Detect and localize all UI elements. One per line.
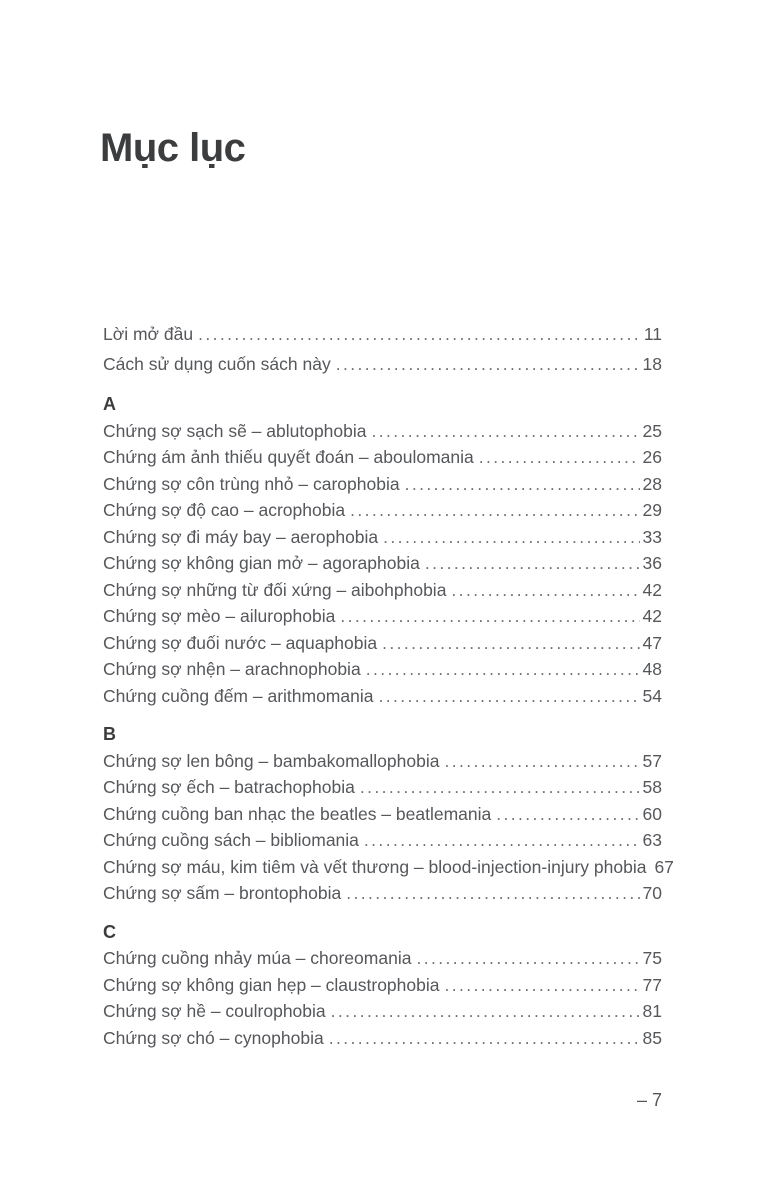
toc-entry-label: Chứng sợ sấm – brontophobia: [103, 883, 342, 903]
section-letter: B: [103, 724, 116, 744]
toc-entry-page: 54: [642, 685, 662, 706]
toc-entry: [103, 603, 662, 630]
toc-entry-page: 33: [642, 526, 662, 547]
dot-leader: [336, 350, 640, 380]
toc-entry-page: 81: [642, 1001, 662, 1021]
toc-entry-page: 67: [654, 856, 674, 877]
dot-leader: [444, 748, 639, 775]
toc-entry: [103, 471, 662, 498]
toc-entry-page: 70: [642, 883, 662, 903]
toc-entry: [103, 418, 662, 445]
dot-leader: [372, 418, 640, 445]
toc-entry-label: Chứng sợ nhện – arachnophobia: [103, 659, 361, 679]
dot-leader: [496, 801, 639, 828]
dot-leader: [340, 603, 639, 630]
toc-entry-label: Chứng sợ máu, kim tiêm và vết thương – blood-injection-injury phobia: [103, 856, 647, 877]
toc-entry: [103, 320, 662, 350]
toc-entry-page: 77: [642, 974, 662, 995]
toc-entry-label: Chứng cuồng ban nhạc the beatles – beatlemania: [103, 803, 492, 824]
toc-entry-label: Chứng sợ sạch sẽ – ablutophobia: [103, 420, 367, 441]
toc-entry: [103, 748, 662, 775]
dot-leader: [405, 471, 640, 498]
dot-leader: [416, 945, 639, 972]
toc-entry-label: Chứng sợ độ cao – acrophobia: [103, 500, 346, 520]
dot-leader: [451, 577, 639, 604]
toc-entry-label: Chứng sợ hề – coulrophobia: [103, 1001, 326, 1021]
dot-leader: [444, 972, 639, 999]
toc-entry-page: 29: [642, 500, 662, 520]
toc-entry: [103, 945, 662, 972]
toc-entry: [103, 683, 662, 710]
toc-entry-page: 48: [642, 659, 662, 679]
toc-entry-page: 63: [642, 830, 662, 850]
toc-entry-page: 42: [642, 579, 662, 600]
section-letter: C: [103, 921, 116, 942]
page-title: Mục lục: [100, 126, 246, 170]
page-number: – 7: [636, 1090, 662, 1110]
toc-entry-label: Chứng sợ đi máy bay – aerophobia: [103, 526, 379, 547]
toc-entry-page: 11: [643, 324, 662, 344]
toc-entry: [103, 497, 662, 524]
toc-entry-page: 58: [642, 777, 662, 797]
dot-leader: [382, 630, 639, 657]
toc-entry-page: 75: [642, 948, 662, 968]
toc-entry-page: 42: [642, 606, 662, 626]
dot-leader: [329, 1025, 640, 1052]
toc-entry: [103, 524, 662, 551]
toc-entry: [103, 444, 662, 471]
toc-entry: [103, 577, 662, 604]
toc-entry-label: Chứng sợ không gian hẹp – claustrophobia: [103, 974, 440, 995]
dot-leader: [360, 774, 640, 801]
toc: [103, 320, 674, 1051]
toc-entry: [103, 827, 662, 854]
toc-entry: [103, 774, 662, 801]
toc-entry: [103, 880, 662, 907]
section-letter: A: [103, 394, 116, 414]
toc-entry-page: 60: [642, 803, 662, 824]
toc-entry-page: 25: [642, 420, 662, 441]
dot-leader: [425, 550, 640, 577]
toc-entry-label: Chứng sợ ếch – batrachophobia: [103, 777, 355, 797]
toc-entry: [103, 998, 662, 1025]
toc-entry: [103, 630, 662, 657]
toc-entry-page: 28: [642, 473, 662, 494]
toc-entry-page: 57: [642, 750, 662, 771]
toc-entry-label: Chứng sợ chó – cynophobia: [103, 1027, 324, 1048]
toc-entry-page: 47: [642, 632, 662, 653]
dot-leader: [350, 497, 639, 524]
toc-entry-label: Chứng cuồng nhảy múa – choreomania: [103, 948, 412, 968]
toc-entry-label: Lời mở đầu: [103, 324, 194, 344]
dot-leader: [378, 683, 639, 710]
toc-entry-label: Chứng sợ những từ đối xứng – aibohphobia: [103, 579, 447, 600]
dot-leader: [346, 880, 639, 907]
toc-entry-page: 26: [642, 447, 662, 467]
toc-entry-label: Chứng cuồng sách – bibliomania: [103, 830, 359, 850]
dot-leader: [331, 998, 640, 1025]
dot-leader: [383, 524, 639, 551]
toc-entry-label: Chứng cuồng đếm – arithmomania: [103, 685, 374, 706]
toc-entry: [103, 550, 662, 577]
toc-entry: [103, 350, 662, 380]
dot-leader: [198, 320, 641, 350]
toc-entry-label: Chứng ám ảnh thiếu quyết đoán – aboulomania: [103, 447, 474, 467]
toc-entry-label: Chứng sợ mèo – ailurophobia: [103, 606, 336, 626]
toc-entry: [103, 1025, 662, 1052]
dot-leader: [364, 827, 640, 854]
dot-leader: [479, 444, 640, 471]
toc-entry: [103, 656, 662, 683]
toc-entry: [103, 854, 674, 881]
toc-entry-page: 18: [642, 353, 662, 374]
toc-entry-page: 85: [642, 1027, 662, 1048]
toc-entry-page: 36: [642, 553, 662, 573]
dot-leader: [366, 656, 640, 683]
toc-entry-label: Chứng sợ không gian mở – agoraphobia: [103, 553, 420, 573]
toc-entry-label: Cách sử dụng cuốn sách này: [103, 353, 331, 374]
toc-entry-label: Chứng sợ len bông – bambakomallophobia: [103, 750, 440, 771]
toc-entry-label: Chứng sợ đuối nước – aquaphobia: [103, 632, 378, 653]
toc-entry: [103, 801, 662, 828]
toc-entry-label: Chứng sợ côn trùng nhỏ – carophobia: [103, 473, 400, 494]
toc-entry: [103, 972, 662, 999]
